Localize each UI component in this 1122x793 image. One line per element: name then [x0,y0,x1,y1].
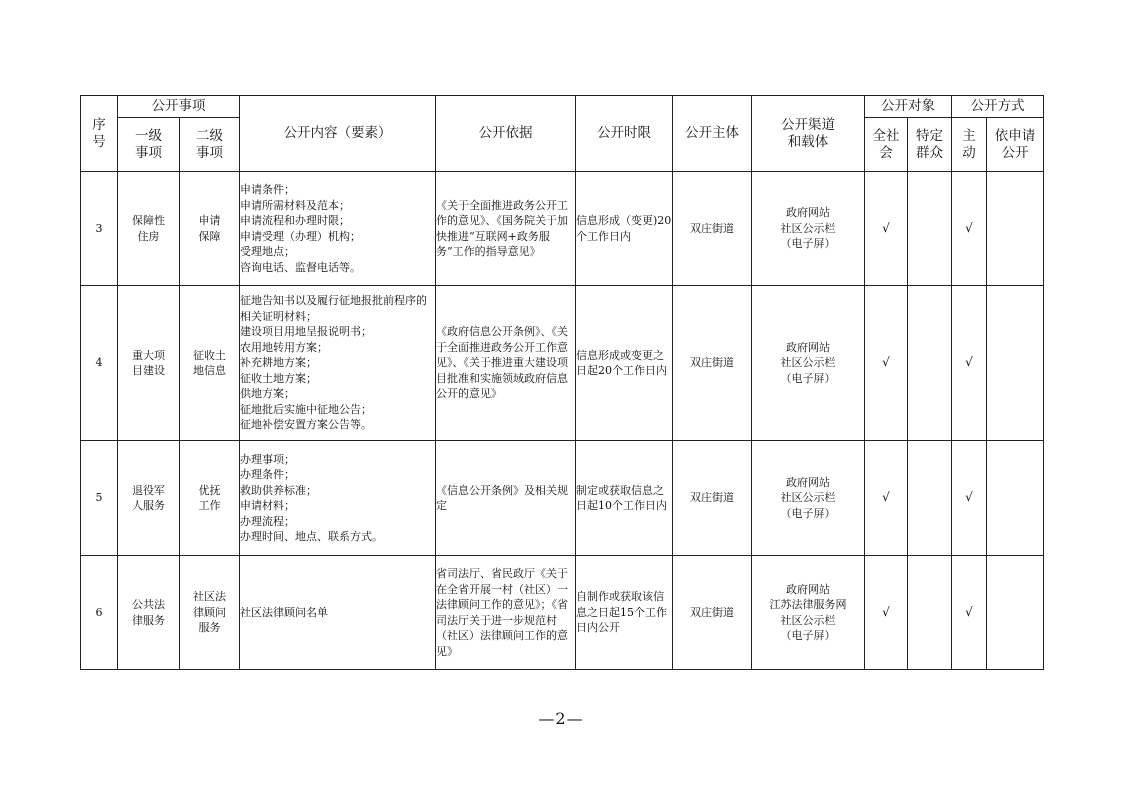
row-subject: 双庄街道 [673,441,752,556]
header-channel: 公开渠道 和载体 [752,96,865,172]
row-active: √ [952,556,987,670]
header-time-limit: 公开时限 [576,96,673,172]
row-content [240,441,436,556]
content-line: 救助供养标准； [240,483,317,497]
row-channel: 政府网站 江苏法律服务网 社区公示栏 （电子屏） [752,556,865,670]
content-line: 社区法律顾问名单 [240,605,328,619]
content-line: 咨询电话、监督电话等。 [240,260,361,274]
header-content: 公开内容（要素） [240,96,436,172]
content-line: 征地告知书以及履行征地报批前程序的相关证明材料； [240,294,427,323]
content-line: 申请材料； [240,499,295,512]
header-subject: 公开主体 [673,96,752,172]
row-level1: 保障性 住房 [118,172,180,286]
content-line: 申请受理（办理）机构； [240,229,361,243]
row-subject: 双庄街道 [673,556,752,670]
row-level2: 优抚 工作 [180,441,240,556]
row-channel: 政府网站 社区公示栏 （电子屏） [752,172,865,286]
header-seq: 序 号 [81,96,118,172]
header-target-group: 公开对象 [865,96,952,118]
row-content [240,172,436,286]
header-on-request: 依申请 公开 [987,118,1044,172]
content-line: 办理流程； [240,514,295,528]
table-row [81,172,1044,286]
content-line: 补充耕地方案； [240,356,317,370]
content-line: 征收土地方案； [240,371,317,385]
row-all-society: √ [865,286,908,441]
table-body [81,172,1044,670]
row-seq: 5 [81,441,118,556]
row-basis: 《关于全面推进政务公开工作的意见》、《国务院关于加快推进“互联网+政务服务”工作的指导意见》 [436,172,576,286]
row-level1: 重大项 目建设 [118,286,180,441]
row-specific [908,172,952,286]
row-level2: 征收土 地信息 [180,286,240,441]
content-line: 建设项目用地呈报说明书； [240,325,372,339]
header-active: 主 动 [952,118,987,172]
row-active: √ [952,441,987,556]
row-seq: 6 [81,556,118,670]
content-line: 供地方案； [240,387,295,401]
row-basis: 《政府信息公开条例》、《关于全面推进政务公开工作意见》、《关于推进重大建设项目批准和实施领域政府信息公开的意见》 [436,286,576,441]
content-line: 征地批后实施中征地公告； [240,402,372,416]
content-line: 申请流程和办理时限； [240,214,350,227]
table-row [81,441,1044,556]
row-level1: 公共法 律服务 [118,556,180,670]
row-subject: 双庄街道 [673,286,752,441]
header-level2: 二级 事项 [180,118,240,172]
content-line: 办理事项； [240,452,295,466]
row-active: √ [952,286,987,441]
header-level1: 一级 事项 [118,118,180,172]
page-number: —2— [538,709,584,728]
row-all-society: √ [865,172,908,286]
row-on-request [987,286,1044,441]
row-content [240,286,436,441]
row-time-limit: 制定或获取信息之日起10个工作日内 [576,441,673,556]
row-channel: 政府网站 社区公示栏 （电子屏） [752,441,865,556]
row-channel: 政府网站 社区公示栏 （电子屏） [752,286,865,441]
row-level1: 退役军 人服务 [118,441,180,556]
row-level2: 申请 保障 [180,172,240,286]
row-specific [908,556,952,670]
row-on-request [987,441,1044,556]
row-specific [908,286,952,441]
row-on-request [987,556,1044,670]
row-seq: 4 [81,286,118,441]
header-all-society: 全社 会 [865,118,908,172]
content-line: 申请条件； [240,183,295,196]
content-line: 受理地点； [240,245,295,258]
disclosure-table [80,95,1044,670]
row-time-limit: 信息形成或变更之日起20个工作日内 [576,286,673,441]
header-specific: 特定 群众 [908,118,952,172]
row-seq: 3 [81,172,118,286]
header-item-group: 公开事项 [118,96,240,118]
row-subject: 双庄街道 [673,172,752,286]
content-line: 申请所需材料及范本； [240,198,350,212]
table-row [81,556,1044,670]
content-line: 办理条件； [240,468,295,481]
row-content [240,556,436,670]
row-active: √ [952,172,987,286]
row-specific [908,441,952,556]
content-line: 办理时间、地点、联系方式。 [240,530,383,543]
table-row [81,286,1044,441]
row-basis: 省司法厅、省民政厅《关于在全省开展一村（社区）一法律顾问工作的意见》；《省司法厅关于进一步规范村（社区）法律顾问工作的意见》 [436,556,576,670]
row-time-limit: 自制作或获取该信息之日起15个工作日内公开 [576,556,673,670]
row-basis: 《信息公开条例》及相关规定 [436,441,576,556]
content-line: 农用地转用方案； [240,340,328,354]
header-basis: 公开依据 [436,96,576,172]
row-all-society: √ [865,441,908,556]
row-on-request [987,172,1044,286]
row-level2: 社区法 律顾问 服务 [180,556,240,670]
content-line: 征地补偿安置方案公告等。 [240,418,372,432]
header-method-group: 公开方式 [952,96,1044,118]
row-all-society: √ [865,556,908,670]
row-time-limit: 信息形成（变更)20个工作日内 [576,172,673,286]
